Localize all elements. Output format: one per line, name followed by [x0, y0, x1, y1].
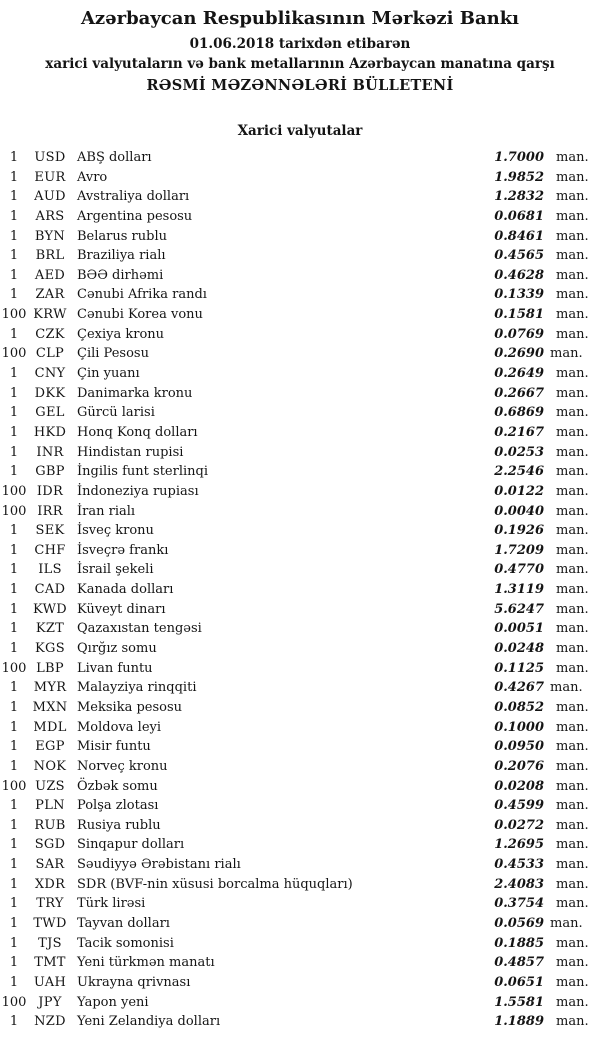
currency-quantity: 1: [9, 405, 19, 421]
currency-code: IDR: [36, 483, 64, 499]
currency-name: Cənubi Korea vonu: [77, 307, 203, 323]
currency-unit-label: man.: [556, 817, 589, 833]
currency-rate: 0.0651: [494, 974, 544, 990]
currency-rate: 1.9852: [494, 169, 544, 185]
currency-quantity: 1: [9, 582, 19, 598]
currency-quantity: 1: [9, 189, 19, 205]
currency-unit-label: man.: [556, 699, 589, 715]
currency-rate: 0.8461: [494, 228, 544, 244]
currency-code: USD: [34, 150, 66, 165]
currency-row: [0, 148, 600, 168]
currency-rate: 0.0248: [494, 641, 544, 657]
currency-code: JPY: [38, 994, 62, 1010]
currency-quantity: 100: [1, 346, 27, 362]
currency-code: GEL: [35, 405, 65, 421]
currency-unit-label: man.: [550, 915, 583, 931]
currency-name: Hindistan rupisi: [77, 444, 184, 460]
currency-code: EUR: [34, 169, 66, 185]
currency-code: TWD: [33, 915, 67, 931]
currency-code: SGD: [34, 837, 66, 853]
currency-unit-label: man.: [556, 326, 589, 342]
currency-unit-label: man.: [550, 680, 583, 696]
currency-row: [0, 285, 600, 305]
currency-code: BYN: [34, 228, 66, 244]
currency-quantity: 1: [9, 366, 19, 382]
currency-rate: 0.4628: [494, 267, 544, 283]
currency-quantity: 1: [9, 758, 19, 774]
currency-unit-label: man.: [556, 523, 589, 539]
currency-unit-label: man.: [556, 542, 589, 558]
currency-unit-label: man.: [556, 385, 589, 401]
currency-unit-label: man.: [556, 464, 589, 480]
currency-quantity: 100: [1, 778, 27, 794]
currency-code: RUB: [34, 817, 66, 833]
currency-rate: 1.7209: [494, 542, 544, 558]
currency-unit-label: man.: [556, 503, 589, 519]
currency-name: İsrail şekeli: [77, 562, 154, 578]
currency-row: [0, 855, 600, 875]
currency-rate: 0.1581: [494, 307, 544, 323]
currency-code: TJS: [38, 935, 62, 951]
currency-name: Ukrayna qrivnası: [77, 974, 191, 990]
currency-rate: 0.4770: [494, 562, 544, 578]
currency-row: [0, 266, 600, 286]
currency-name: Braziliya rialı: [77, 248, 166, 264]
currency-name: Kanada dolları: [77, 582, 174, 598]
currency-unit-label: man.: [556, 483, 589, 499]
currency-name: Cənubi Afrika randı: [77, 287, 207, 303]
currency-name: Sinqapur dolları: [77, 837, 185, 853]
currency-unit-label: man.: [550, 346, 583, 362]
currency-row: [0, 227, 600, 247]
currency-name: İndoneziya rupiası: [77, 483, 199, 499]
currency-unit-label: man.: [556, 876, 589, 892]
currency-name: Misir funtu: [77, 739, 151, 755]
currency-quantity: 1: [9, 817, 19, 833]
currency-row: [0, 678, 600, 698]
currency-code: IRR: [37, 503, 63, 519]
currency-code: CZK: [35, 326, 65, 342]
currency-unit-label: man.: [556, 857, 589, 873]
currency-row: [0, 953, 600, 973]
currency-rate: 1.3119: [494, 582, 544, 598]
currency-row: [0, 737, 600, 757]
currency-name: Yeni Zelandiya dolları: [77, 1014, 221, 1030]
currency-name: Belarus rublu: [77, 228, 167, 244]
currency-code: KRW: [33, 307, 67, 323]
currency-code: CAD: [34, 582, 66, 598]
currency-row: [0, 344, 600, 364]
currency-name: Danimarka kronu: [77, 385, 193, 401]
currency-unit-label: man.: [556, 641, 589, 657]
currency-code: AUD: [34, 189, 66, 205]
currency-row: [0, 718, 600, 738]
currency-name: İsveç kronu: [77, 523, 154, 539]
currency-rate: 0.2667: [494, 385, 544, 401]
currency-quantity: 1: [9, 837, 19, 853]
effective-date-line: 01.06.2018 tarixdən etibarən: [189, 36, 411, 52]
currency-name: Meksika pesosu: [77, 699, 183, 715]
currency-quantity: 1: [9, 915, 19, 931]
currency-quantity: 1: [9, 287, 19, 303]
currency-unit-label: man.: [556, 150, 589, 165]
currency-unit-label: man.: [556, 621, 589, 637]
currency-rate: 0.0769: [494, 326, 544, 342]
currency-row: [0, 777, 600, 797]
currency-rate: 1.1889: [494, 1014, 544, 1030]
currency-unit-label: man.: [556, 248, 589, 264]
currency-unit-label: man.: [556, 739, 589, 755]
currency-quantity: 1: [9, 699, 19, 715]
currency-quantity: 1: [9, 464, 19, 480]
currency-unit-label: man.: [556, 582, 589, 598]
currency-name: Livan funtu: [77, 660, 153, 676]
currency-rate: 0.0208: [494, 778, 544, 794]
currency-unit-label: man.: [556, 660, 589, 676]
currency-code: SAR: [35, 857, 65, 873]
currency-rate: 2.4083: [494, 876, 544, 892]
currency-name: Tayvan dolları: [77, 915, 170, 931]
currency-rate: 0.0253: [494, 444, 544, 460]
currency-row: [0, 698, 600, 718]
currency-rate: 0.0950: [494, 739, 544, 755]
currency-code: TRY: [36, 896, 64, 912]
currency-unit-label: man.: [556, 287, 589, 303]
currency-row: [0, 364, 600, 384]
currency-quantity: 1: [9, 385, 19, 401]
currency-name: Küveyt dinarı: [77, 601, 166, 617]
currency-name: Çin yuanı: [77, 366, 140, 382]
currency-unit-label: man.: [556, 798, 589, 814]
currency-rate: 0.0272: [494, 817, 544, 833]
currency-row: [0, 619, 600, 639]
currency-quantity: 100: [1, 483, 27, 499]
currency-rate: 0.4565: [494, 248, 544, 264]
currency-name: İran rialı: [77, 503, 136, 519]
currency-unit-label: man.: [556, 562, 589, 578]
currency-rate: 1.2832: [494, 189, 544, 205]
currency-quantity: 1: [9, 876, 19, 892]
currency-code: KZT: [35, 621, 65, 637]
currency-row: [0, 816, 600, 836]
currency-name: Norveç kronu: [77, 758, 168, 774]
currency-code: ILS: [38, 562, 62, 578]
currency-code: NOK: [33, 758, 67, 774]
currency-row: [0, 325, 600, 345]
currency-code: DKK: [34, 385, 66, 401]
currency-rate: 0.0040: [494, 503, 544, 519]
currency-rate: 1.5581: [494, 994, 544, 1010]
currency-row: [0, 600, 600, 620]
currency-quantity: 1: [9, 228, 19, 244]
currency-quantity: 1: [9, 680, 19, 696]
currency-quantity: 1: [9, 935, 19, 951]
currency-code: CHF: [34, 542, 66, 558]
currency-code: SEK: [35, 523, 65, 539]
currency-name: SDR (BVF-nin xüsusi borcalma hüquqları): [77, 876, 353, 892]
currency-rate: 0.0569: [494, 915, 544, 931]
currency-row: [0, 168, 600, 188]
currency-unit-label: man.: [556, 424, 589, 440]
currency-unit-label: man.: [556, 955, 589, 971]
currency-name: Türk lirəsi: [77, 896, 146, 912]
currency-code: MYR: [33, 680, 67, 696]
currency-quantity: 100: [1, 503, 27, 519]
currency-name: Moldova leyi: [77, 719, 162, 735]
currency-rate: 0.2690: [494, 346, 544, 362]
currency-code: INR: [36, 444, 64, 460]
currency-row: [0, 914, 600, 934]
currency-code: AED: [34, 267, 66, 283]
currency-rate: 0.1125: [494, 660, 544, 676]
currency-quantity: 1: [9, 150, 19, 165]
currency-quantity: 1: [9, 562, 19, 578]
currency-code: KGS: [35, 641, 65, 657]
currency-name: Argentina pesosu: [77, 208, 193, 224]
currency-rate: 0.1000: [494, 719, 544, 735]
currency-quantity: 1: [9, 719, 19, 735]
currency-name: İngilis funt sterlinqi: [77, 464, 208, 480]
currency-code: ZAR: [35, 287, 65, 303]
currency-name: Tacik somonisi: [77, 935, 174, 951]
bank-name-title: Azərbaycan Respublikasının Mərkəzi Bankı: [80, 8, 520, 29]
currency-quantity: 1: [9, 621, 19, 637]
currency-quantity: 1: [9, 955, 19, 971]
currency-name: Qırğız somu: [77, 641, 157, 657]
currency-quantity: 1: [9, 974, 19, 990]
currency-quantity: 1: [9, 857, 19, 873]
currency-code: PLN: [35, 798, 65, 814]
currency-code: ARS: [35, 208, 65, 224]
currency-code: BRL: [35, 248, 65, 264]
currency-name: İsveçrə frankı: [77, 542, 169, 558]
currency-row: [0, 423, 600, 443]
currency-quantity: 1: [9, 601, 19, 617]
currency-row: [0, 934, 600, 954]
currency-quantity: 1: [9, 326, 19, 342]
currency-quantity: 1: [9, 542, 19, 558]
bulletin-header: [0, 0, 600, 94]
currency-unit-label: man.: [556, 307, 589, 323]
currency-code: GBP: [35, 464, 65, 480]
currency-name: Honq Konq dolları: [77, 424, 198, 440]
currency-rate: 5.6247: [494, 601, 544, 617]
currency-row: [0, 639, 600, 659]
currency-quantity: 1: [9, 896, 19, 912]
currency-quantity: 1: [9, 798, 19, 814]
currency-unit-label: man.: [556, 228, 589, 244]
currency-quantity: 100: [1, 994, 27, 1010]
currency-rate: 0.2167: [494, 424, 544, 440]
currency-row: [0, 875, 600, 895]
currency-code: XDR: [34, 876, 66, 892]
currency-rate: 0.1885: [494, 935, 544, 951]
currency-name: Çexiya kronu: [77, 326, 165, 342]
currency-rate: 0.6869: [494, 405, 544, 421]
currency-quantity: 1: [9, 267, 19, 283]
currency-name: Gürcü larisi: [77, 405, 155, 421]
currency-name: Yeni türkmən manatı: [77, 955, 215, 971]
currency-quantity: 1: [9, 523, 19, 539]
currency-row: [0, 403, 600, 423]
currency-row: [0, 246, 600, 266]
currency-code: UAH: [33, 974, 67, 990]
currency-rate: 0.4599: [494, 798, 544, 814]
currency-code: KWD: [33, 601, 67, 617]
currency-unit-label: man.: [556, 758, 589, 774]
currency-row: [0, 894, 600, 914]
currency-name: Malayziya rinqqiti: [77, 680, 197, 696]
currency-row: [0, 187, 600, 207]
currency-row: [0, 757, 600, 777]
currency-quantity: 1: [9, 208, 19, 224]
currency-unit-label: man.: [556, 974, 589, 990]
section-title-foreign-currencies: Xarici valyutalar: [237, 123, 363, 139]
currency-row: [0, 1012, 600, 1032]
currency-row: [0, 443, 600, 463]
currency-row: [0, 541, 600, 561]
currency-unit-label: man.: [556, 267, 589, 283]
currency-row: [0, 207, 600, 227]
currency-code: HKD: [33, 424, 67, 440]
currency-row: [0, 973, 600, 993]
currency-unit-label: man.: [556, 778, 589, 794]
currency-row: [0, 521, 600, 541]
currency-quantity: 1: [9, 424, 19, 440]
currency-code: TMT: [34, 955, 66, 971]
currency-code: LBP: [36, 660, 64, 676]
exchange-rates-table: [0, 148, 600, 1032]
currency-name: Özbək somu: [77, 778, 158, 794]
currency-code: MXN: [32, 699, 68, 715]
currency-row: [0, 835, 600, 855]
currency-name: Avro: [77, 169, 108, 185]
currency-unit-label: man.: [556, 719, 589, 735]
currency-unit-label: man.: [556, 896, 589, 912]
currency-name: Səudiyyə Ərəbistanı rialı: [77, 857, 241, 873]
currency-row: [0, 659, 600, 679]
currency-unit-label: man.: [556, 837, 589, 853]
currency-name: Çili Pesosu: [77, 346, 149, 362]
currency-name: Polşa zlotası: [77, 798, 159, 814]
currency-unit-label: man.: [556, 189, 589, 205]
currency-rate: 0.0051: [494, 621, 544, 637]
currency-rate: 1.2695: [494, 837, 544, 853]
currency-rate: 2.2546: [494, 464, 544, 480]
currency-rate: 0.1926: [494, 523, 544, 539]
currency-row: [0, 502, 600, 522]
currency-rate: 0.4267: [494, 680, 544, 696]
currency-unit-label: man.: [556, 208, 589, 224]
currency-name: ABŞ dolları: [77, 150, 152, 165]
currency-row: [0, 796, 600, 816]
currency-unit-label: man.: [556, 601, 589, 617]
currency-code: CNY: [34, 366, 66, 382]
currency-name: Avstraliya dolları: [77, 189, 190, 205]
currency-rate: 0.1339: [494, 287, 544, 303]
currency-row: [0, 482, 600, 502]
currency-row: [0, 580, 600, 600]
currency-quantity: 1: [9, 444, 19, 460]
currency-quantity: 100: [1, 660, 27, 676]
currency-quantity: 100: [1, 307, 27, 323]
currency-name: Yapon yeni: [77, 994, 149, 1010]
currency-code: EGP: [35, 739, 65, 755]
currency-rate: 0.2076: [494, 758, 544, 774]
currency-quantity: 1: [9, 739, 19, 755]
currency-code: UZS: [35, 778, 65, 794]
currency-unit-label: man.: [556, 1014, 589, 1030]
currency-quantity: 1: [9, 169, 19, 185]
currency-rate: 0.0681: [494, 208, 544, 224]
currency-code: MDL: [33, 719, 67, 735]
currency-row: [0, 560, 600, 580]
currency-code: NZD: [34, 1014, 66, 1030]
currency-quantity: 1: [9, 248, 19, 264]
subject-line: xarici valyutaların və bank metallarının Azərbaycan manatına qarşı: [45, 56, 555, 72]
currency-quantity: 1: [9, 1014, 19, 1030]
currency-unit-label: man.: [556, 366, 589, 382]
currency-name: BƏƏ dirhəmi: [77, 267, 164, 283]
currency-row: [0, 305, 600, 325]
currency-unit-label: man.: [556, 405, 589, 421]
currency-rate: 0.0122: [494, 483, 544, 499]
currency-unit-label: man.: [556, 169, 589, 185]
currency-unit-label: man.: [556, 994, 589, 1010]
currency-quantity: 1: [9, 641, 19, 657]
currency-code: CLP: [35, 346, 65, 362]
currency-rate: 1.7000: [494, 150, 544, 165]
currency-unit-label: man.: [556, 935, 589, 951]
currency-row: [0, 993, 600, 1013]
currency-rate: 0.3754: [494, 896, 544, 912]
official-rates-bulletin-title: RƏSMİ MƏZƏNNƏLƏRİ BÜLLETENİ: [146, 77, 454, 94]
currency-row: [0, 462, 600, 482]
currency-rate: 0.2649: [494, 366, 544, 382]
currency-name: Qazaxıstan tengəsi: [77, 621, 202, 637]
currency-unit-label: man.: [556, 444, 589, 460]
currency-name: Rusiya rublu: [77, 817, 161, 833]
currency-row: [0, 384, 600, 404]
currency-rate: 0.4857: [494, 955, 544, 971]
currency-rate: 0.4533: [494, 857, 544, 873]
currency-rate: 0.0852: [494, 699, 544, 715]
